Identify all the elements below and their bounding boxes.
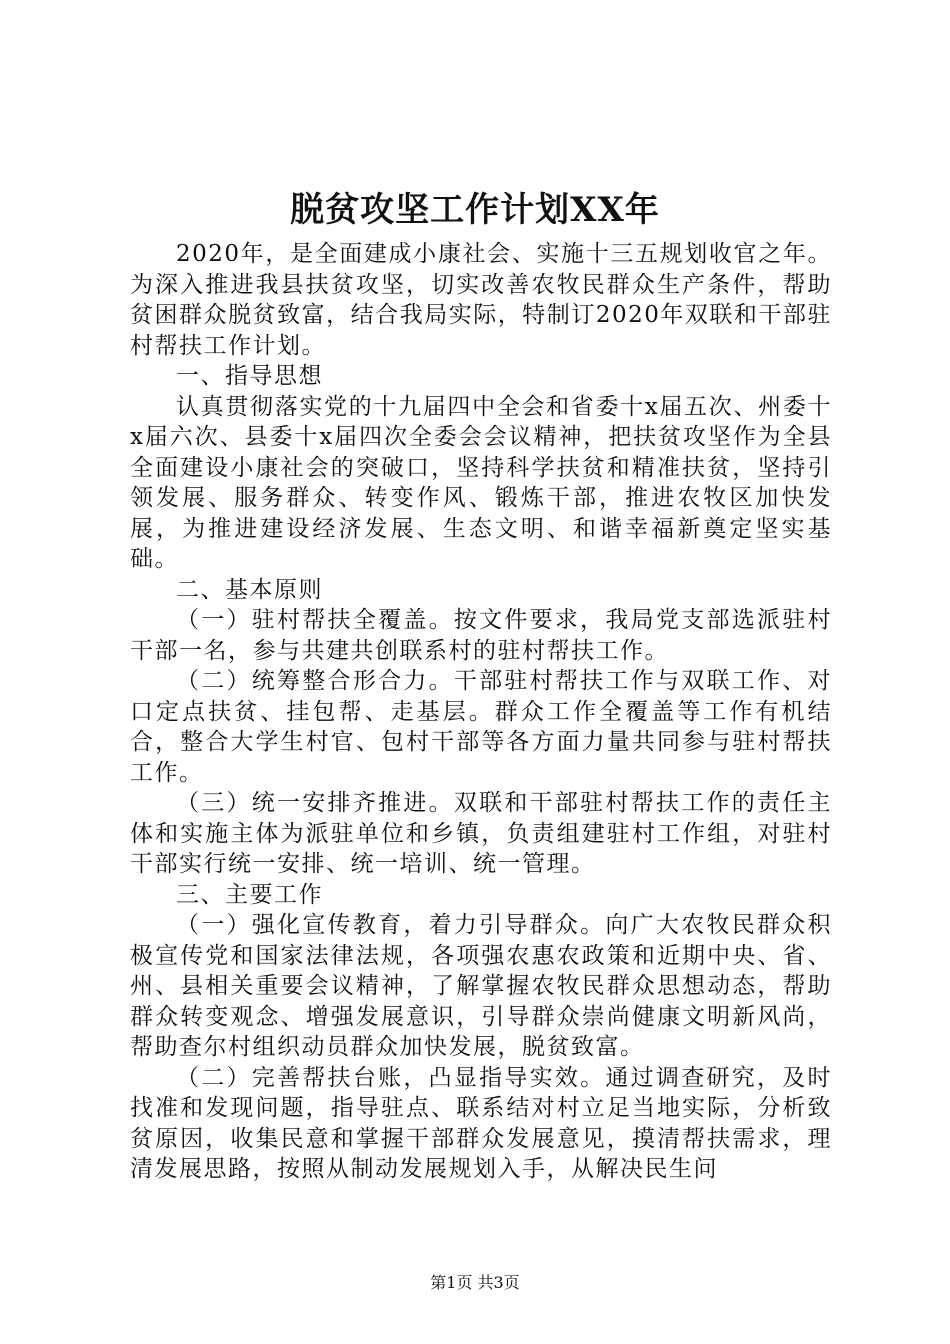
paragraph-work-2: （二）完善帮扶台账，凸显指导实效。通过调查研究，及时找准和发现问题，指导驻点、联系结对村立足当地实际，分析致贫原因，收集民意和掌握干部群众发展意见，摸清帮扶需求，理清发展思路，按照从制动发展规划入手，从解决民生问 (130, 1064, 832, 1182)
paragraph-work-1: （一）强化宣传教育，着力引导群众。向广大农牧民群众积极宣传党和国家法律法规，各项强农惠农政策和近期中央、省、州、县相关重要会议精神，了解掌握农牧民群众思想动态，帮助群众转变观念、增强发展意识，引导群众崇尚健康文明新风尚，帮助查尔村组织动员群众加快发展，脱贫致富。 (130, 912, 832, 1060)
paragraph-principle-3: （三）统一安排齐推进。双联和干部驻村帮扶工作的责任主体和实施主体为派驻单位和乡镇，负责组建驻村工作组，对驻村干部实行统一安排、统一培训、统一管理。 (130, 790, 832, 877)
paragraph-principle-1: （一）驻村帮扶全覆盖。按文件要求，我局党支部选派驻村干部一名，参与共建共创联系村的驻村帮扶工作。 (130, 607, 832, 664)
heading-main-work: 三、主要工作 (176, 881, 323, 908)
paragraph-principle-2: （二）统筹整合形合力。干部驻村帮扶工作与双联工作、对口定点扶贫、挂包帮、走基层。群众工作全覆盖等工作有机结合，整合大学生村官、包村干部等各方面力量共同参与驻村帮扶工作。 (130, 668, 832, 786)
heading-guiding-ideology: 一、指导思想 (176, 363, 323, 389)
paragraph-intro: 2020年，是全面建成小康社会、实施十三五规划收官之年。为深入推进我县扶贫攻坚，切实改善农牧民群众生产条件，帮助贫困群众脱贫致富，结合我局实际，特制订2020年双联和干部驻村帮扶工作计划。 (130, 241, 832, 359)
document-title: 脱贫攻坚工作计划XX年 (290, 190, 660, 230)
heading-basic-principles: 二、基本原则 (176, 576, 323, 603)
paragraph-guiding-ideology: 认真贯彻落实党的十九届四中全会和省委十x届五次、州委十x届六次、县委十x届四次全委会会议精神，把扶贫攻坚作为全县全面建设小康社会的突破口，坚持科学扶贫和精准扶贫，坚持引领发展、服务群众、转变作风、锻炼干部，推进农牧区加快发展，为推进建设经济发展、生态文明、和谐幸福新奠定坚实基础。 (130, 393, 832, 572)
document-body (130, 239, 832, 1185)
page-number-footer: 第1页 共3页 (430, 1273, 520, 1292)
